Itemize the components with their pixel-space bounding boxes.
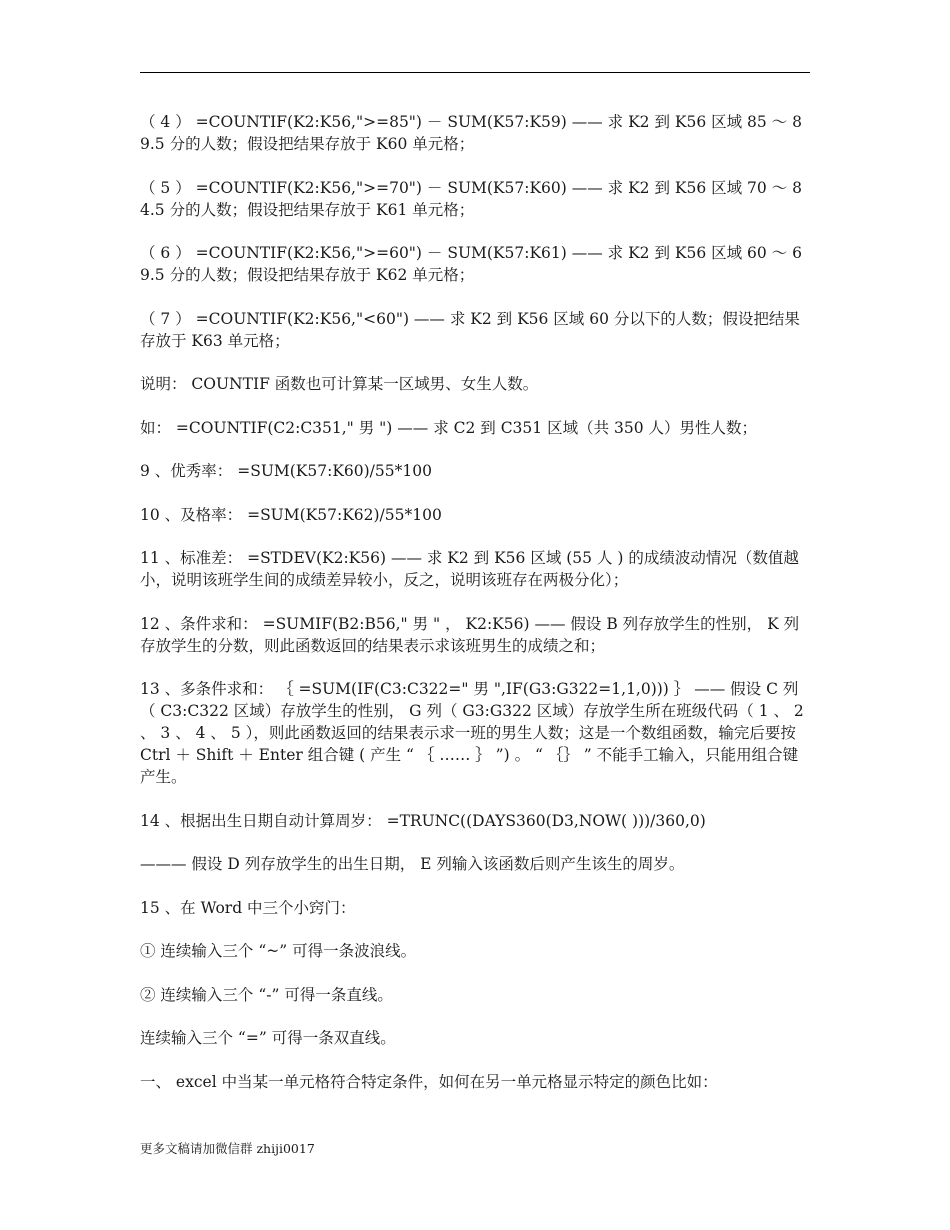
paragraph-multi-condition-sum: 13 、多条件求和： ｛ =SUM(IF(C3:C322=" 男 ",IF(G3:G322=1,1,0))) ｝ —— 假设 C 列（ C3:C322 区域）存放学生的性别， G 列（ G3:G322 区域）存放学生所在班级代码（ 1 、 2 、 3 、 4 、 5 ），则此函数返回的结果表示求一班的男生人数；这是一个数组函数，输完后要按 Ctrl ＋ Shift ＋ Enter 组合键 ( 产生 “ ｛ …… ｝ ”) 。 “ ｛｝ ” 不能手工输入，只能用组合键产生。: [140, 680, 804, 786]
paragraph-tip-straight-line: ② 连续输入三个 “-” 可得一条直线。: [140, 985, 393, 1004]
paragraph-tip-double-line: 连续输入三个 “=” 可得一条双直线。: [140, 1029, 396, 1047]
paragraph-excel-conditional-color: 一、 excel 中当某一单元格符合特定条件，如何在另一单元格显示特定的颜色比如：: [140, 1072, 718, 1091]
paragraph-sumif: 12 、条件求和： =SUMIF(B2:B56," 男 " ， K2:K56) —— 假设 B 列存放学生的性别， K 列存放学生的分数，则此函数返回的结果表示求该班男生的成绩之和；: [140, 614, 800, 655]
paragraph-countif-below-60: （ 7 ） =COUNTIF(K2:K56,"<60") —— 求 K2 到 K56 区域 60 分以下的人数；假设把结果存放于 K63 单元格；: [140, 309, 800, 350]
header-rule: [140, 72, 810, 73]
paragraph-word-tips-heading: 15 、在 Word 中三个小窍门：: [140, 898, 356, 917]
paragraph-stdev: 11 、标准差： =STDEV(K2:K56) —— 求 K2 到 K56 区域 (55 人 ) 的成绩波动情况（数值越小，说明该班学生间的成绩差异较小，反之，说明该班存在两极分化）；: [140, 549, 799, 589]
paragraph-tip-wavy-line: ① 连续输入三个 “~” 可得一条波浪线。: [140, 942, 417, 960]
paragraph-countif-85: （ 4 ） =COUNTIF(K2:K56,">=85") － SUM(K57:K59) —— 求 K2 到 K56 区域 85 ～ 89.5 分的人数；假设把结果存放于 K60 单元格；: [140, 113, 802, 153]
paragraph-pass-rate: 10 、及格率： =SUM(K57:K62)/55*100: [140, 505, 442, 524]
paragraph-countif-example: 如： =COUNTIF(C2:C351," 男 ") —— 求 C2 到 C351 区域（共 350 人）男性人数；: [140, 418, 758, 437]
paragraph-excellent-rate: 9 、优秀率： =SUM(K57:K60)/55*100: [140, 462, 432, 480]
paragraph-age-note: ——— 假设 D 列存放学生的出生日期， E 列输入该函数后则产生该生的周岁。: [140, 855, 685, 873]
paragraph-countif-70: （ 5 ） =COUNTIF(K2:K56,">=70") － SUM(K57:K60) —— 求 K2 到 K56 区域 70 ～ 84.5 分的人数；假设把结果存放于 K61 单元格；: [140, 178, 802, 219]
document-body: [140, 111, 810, 1114]
paragraph-age-formula: 14 、根据出生日期自动计算周岁： =TRUNC((DAYS360(D3,NOW( )))/360,0): [140, 811, 706, 830]
page-footer: 更多文稿请加微信群 zhiji0017: [140, 1141, 315, 1156]
paragraph-countif-note: 说明： COUNTIF 函数也可计算某一区域男、女生人数。: [140, 375, 539, 393]
paragraph-countif-60: （ 6 ） =COUNTIF(K2:K56,">=60") － SUM(K57:K61) —— 求 K2 到 K56 区域 60 ～ 69.5 分的人数；假设把结果存放于 K62 单元格；: [140, 244, 802, 284]
